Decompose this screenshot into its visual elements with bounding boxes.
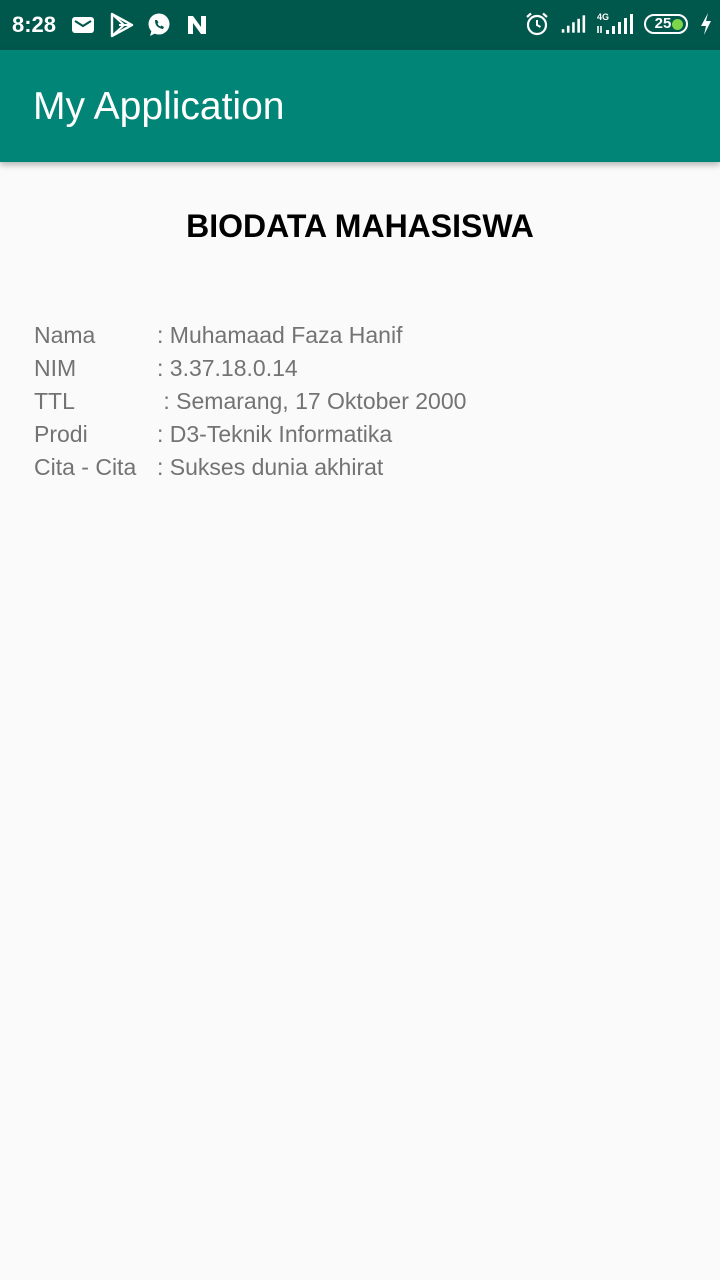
- biodata-row-nim: [34, 352, 466, 385]
- biodata-label: NIM: [34, 355, 77, 381]
- biodata-value: : D3-Teknik Informatika: [157, 421, 393, 447]
- notification-icons: [70, 12, 210, 38]
- biodata-row-cita-cita: [34, 451, 466, 484]
- page-heading: BIODATA MAHASISWA: [186, 208, 534, 244]
- biodata-label: TTL: [34, 388, 75, 414]
- whatsapp-icon: [146, 12, 172, 38]
- status-time: 8:28: [12, 12, 57, 37]
- biodata-label: Prodi: [34, 421, 88, 447]
- battery-level: 25: [654, 15, 672, 32]
- play-store-icon: [108, 12, 134, 38]
- biodata-label: Cita - Cita: [34, 454, 137, 480]
- network-type-label: 4G: [597, 12, 610, 22]
- biodata-value: : Sukses dunia akhirat: [157, 454, 384, 480]
- alarm-icon: [524, 11, 550, 37]
- battery-icon: [644, 14, 688, 34]
- 4g-signal-icon: [596, 11, 634, 37]
- signal-icon: [560, 11, 586, 37]
- app-title: My Application: [33, 85, 285, 128]
- battery-status-dot: [672, 19, 683, 30]
- biodata-row-ttl: [34, 385, 466, 418]
- biodata-value: : 3.37.18.0.14: [157, 355, 298, 381]
- biodata-list: [34, 319, 466, 484]
- app-bar: [0, 50, 720, 162]
- biodata-row-prodi: [34, 418, 466, 451]
- biodata-value: : Muhamaad Faza Hanif: [157, 322, 403, 348]
- system-icons: [524, 11, 714, 37]
- status-bar: [0, 0, 720, 50]
- charging-icon: [698, 11, 714, 37]
- mail-icon: [70, 12, 96, 38]
- biodata-value: : Semarang, 17 Oktober 2000: [157, 388, 467, 414]
- main-content: [0, 162, 720, 1280]
- n-app-icon: [184, 12, 210, 38]
- biodata-label: Nama: [34, 322, 96, 348]
- biodata-row-nama: [34, 319, 466, 352]
